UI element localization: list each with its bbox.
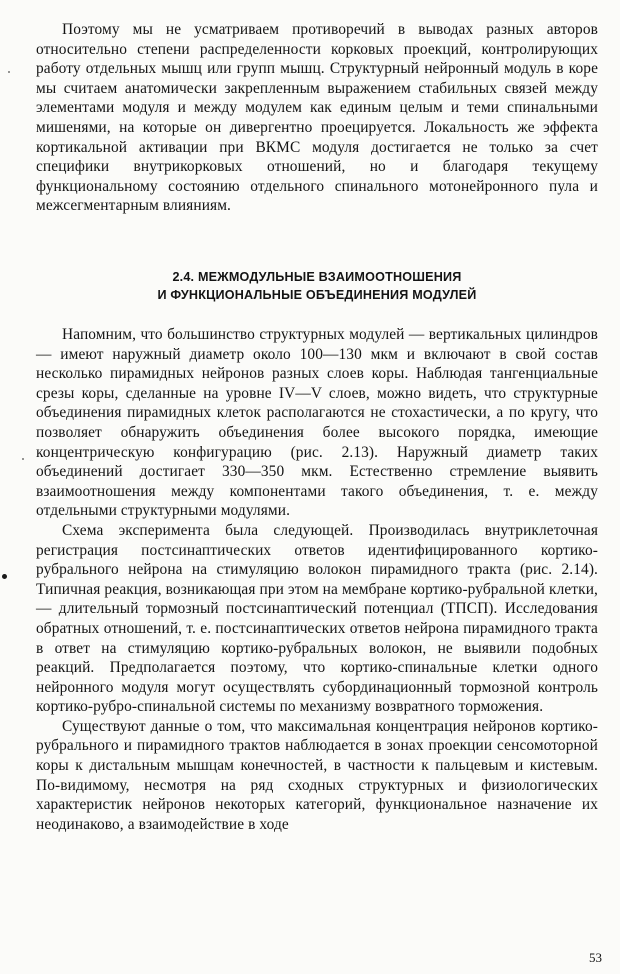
paragraph-2: Схема эксперимента была следующей. Производилась внутриклеточная регистрация постсинаптических ответов идентифицированного кортико-рубрального нейрона на стимуляцию волокон пирамидного тракта (рис. 2.14). Типичная реакция, возникающая при этом на мембране кортико-рубральной клетки, — длительный тормозный постсинаптический потенциал (ТПСП). Исследования обратных отношений, т. е. постсинаптических ответов нейрона пирамидного тракта в ответ на стимуляцию кортико-рубральных волокон, не выявили подобных реакций. Предполагается поэтому, что кортико-спинальные клетки одного нейронного модуля могут осуществлять субординационный тормозной контроль кортико-рубро-спинальной системы по механизму возвратного торможения. bbox=[36, 521, 598, 716]
section-heading-line-1: 2.4. МЕЖМОДУЛЬНЫЕ ВЗАИМООТНОШЕНИЯ bbox=[172, 270, 462, 284]
body-text-block bbox=[36, 325, 598, 834]
page-number: 53 bbox=[589, 950, 602, 965]
paragraph-intro: Поэтому мы не усматриваем противоречий в выводах разных авторов относительно степени распределенности корковых проекций, контролирующих работу отдельных мышц или групп мышц. Структурный нейронный модуль в коре мы считаем анатомически закрепленным выражением стабильных связей между элементами модуля и между модулем как единым целым и теми спинальными мишенями, на которые он дивергентно проецируется. Локальность же эффекта кортикальной активации при ВКМС модуля достигается не только за счет специфики внутрикорковых отношений, но и благодаря текущему функциональному состоянию отдельного спинального мотонейронного пула и межсегментарным влияниям. bbox=[36, 21, 598, 215]
section-heading bbox=[36, 268, 598, 304]
scan-speck-mark bbox=[22, 458, 24, 460]
paragraph-3: Существуют данные о том, что максимальная концентрация нейронов кортико-рубрального и пирамидного трактов наблюдается в зонах проекции сенсомоторной коры к дистальным мышцам конечностей, в частности к пальцевым и кистевым. По-видимому, несмотря на ряд сходных структурных и физиологических характеристик нейронов некоторых категорий, функциональное назначение их неодинаково, а взаимодействие в ходе bbox=[36, 717, 598, 833]
intro-text-block bbox=[36, 20, 598, 216]
section-heading-line-2: И ФУНКЦИОНАЛЬНЫЕ ОБЪЕДИНЕНИЯ МОДУЛЕЙ bbox=[157, 288, 477, 302]
scan-speck-mark bbox=[8, 71, 10, 73]
scan-speck-mark bbox=[2, 574, 7, 579]
paragraph-1: Напомним, что большинство структурных модулей — вертикальных цилиндров — имеют наружный диаметр около 100—130 мкм и включают в свой состав несколько пирамидных нейронов разных слоев коры. Наблюдая тангенциальные срезы коры, сделанные на уровне IV—V слоев, можно видеть, что структурные объединения пирамидных клеток располагаются не стохастически, а по кругу, что позволяет обнаружить объединения более высокого порядка, имеющие концентрическую конфигурацию (рис. 2.13). Наружный диаметр таких объединений достигает 330—350 мкм. Естественно стремление выявить взаимоотношения между компонентами такого объединения, т. е. между отдельными структурными модулями. bbox=[36, 326, 598, 520]
